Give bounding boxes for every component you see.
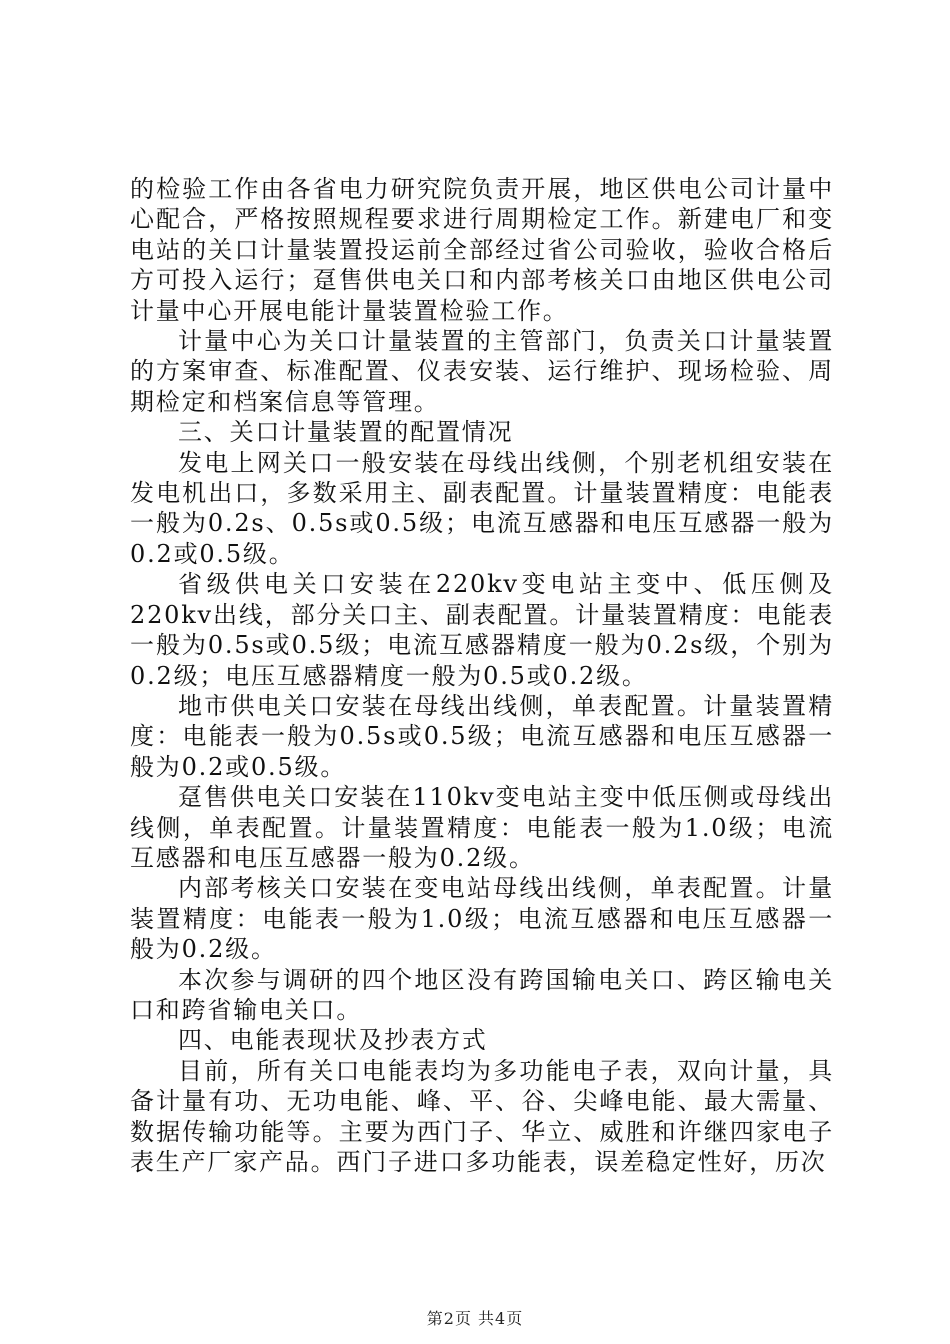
paragraph-metering-center: 计量中心为关口计量装置的主管部门，负责关口计量装置的方案审查、标准配置、仪表安装、运行维护、现场检验、周期检定和档案信息等管理。: [130, 327, 834, 416]
section-heading-3: 三、关口计量装置的配置情况: [178, 418, 514, 447]
paragraph-wholesale-gateway: 趸售供电关口安装在110kv变电站主变中低压侧或母线出线侧，单表配置。计量装置精度：电能表一般为1.0级；电流互感器和电压互感器一般为0.2级。: [130, 783, 834, 872]
page-footer: 第2页 共4页: [426, 1309, 524, 1328]
paragraph-generation-gateway: 发电上网关口一般安装在母线出线侧，个别老机组安装在发电机出口，多数采用主、副表配置。计量装置精度：电能表一般为0.2s、0.5s或0.5级；电流互感器和电压互感器一般为0.2或0.5级。: [130, 448, 834, 568]
paragraph-continuation: 的检验工作由各省电力研究院负责开展，地区供电公司计量中心配合，严格按照规程要求进行周期检定工作。新建电厂和变电站的关口计量装置投运前全部经过省公司验收，验收合格后方可投入运行；趸售供电关口和内部考核关口由地区供电公司计量中心开展电能计量装置检验工作。: [130, 175, 834, 325]
document-body: [130, 174, 834, 1177]
paragraph-survey-note: 本次参与调研的四个地区没有跨国输电关口、跨区输电关口和跨省输电关口。: [130, 965, 834, 1024]
paragraph-meter-status: 目前，所有关口电能表均为多功能电子表，双向计量，具备计量有功、无功电能、峰、平、谷、尖峰电能、最大需量、数据传输功能等。主要为西门子、华立、威胜和许继四家电子表生产厂家产品。西门子进口多功能表，误差稳定性好，历次: [130, 1056, 834, 1176]
paragraph-provincial-gateway: 省级供电关口安装在220kv变电站主变中、低压侧及220kv出线，部分关口主、副表配置。计量装置精度：电能表一般为0.5s或0.5级；电流互感器精度一般为0.2s级，个别为0.2级；电压互感器精度一般为0.5或0.2级。: [130, 570, 834, 690]
paragraph-internal-gateway: 内部考核关口安装在变电站母线出线侧，单表配置。计量装置精度：电能表一般为1.0级；电流互感器和电压互感器一般为0.2级。: [130, 874, 834, 964]
section-heading-4: 四、电能表现状及抄表方式: [178, 1026, 488, 1055]
paragraph-municipal-gateway: 地市供电关口安装在母线出线侧，单表配置。计量装置精度：电能表一般为0.5s或0.5级；电流互感器和电压互感器一般为0.2或0.5级。: [130, 691, 834, 781]
